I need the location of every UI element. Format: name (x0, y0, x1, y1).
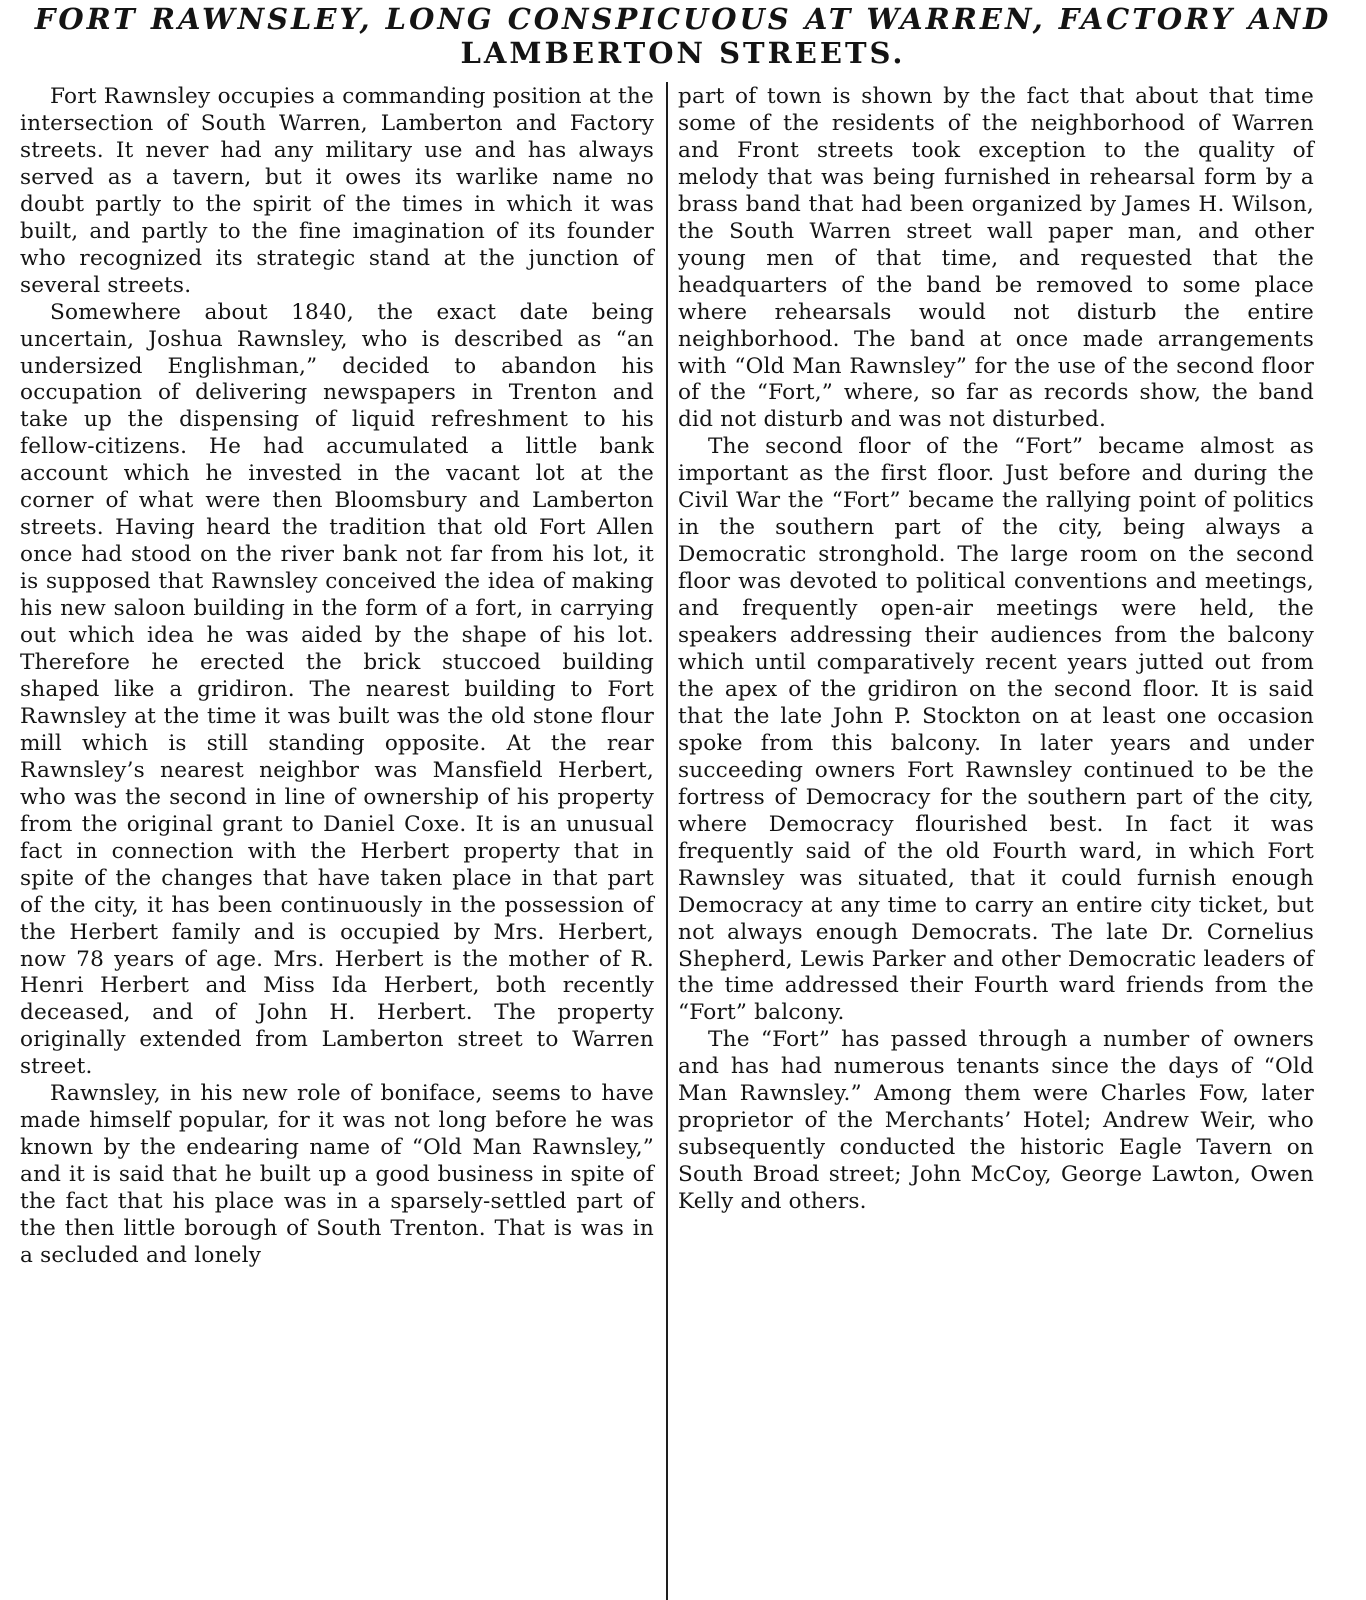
paragraph: Somewhere about 1840, the exact date being uncertain, Joshua Rawnsley, who is described as “an undersized Englishman,” decided to abandon his occupation of delivering newspapers in Trenton and take up the dispensing of liquid refreshment to his fellow-citizens. He had accumulated a little bank account which he invested in the vacant lot at the corner of what were then Bloomsbury and Lamberton streets. Having heard the tradition that old Fort Allen once had stood on the river bank not far from his lot, it is supposed that Rawnsley conceived the idea of making his new saloon building in the form of a fort, in carrying out which idea he was aided by the shape of his lot. Therefore he erected the brick stuccoed building shaped like a gridiron. The nearest building to Fort Rawnsley at the time it was built was the old stone flour mill which is still standing opposite. At the rear Rawnsley’s nearest neighbor was Mansfield Herbert, who was the second in line of ownership of his property from the original grant to Daniel Coxe. It is an unusual fact in connection with the Herbert property that in spite of the changes that have taken place in that part of the city, it has been continuously in the possession of the Herbert family and is occupied by Mrs. Herbert, now 78 years of age. Mrs. Herbert is the mother of R. Henri Herbert and Miss Ida Herbert, both recently deceased, and of John H. Herbert. The property originally extended from Lamberton street to Warren street. (20, 299, 654, 1080)
paragraph: The second floor of the “Fort” became almost as important as the first floor. Just before and during the Civil War the “Fort” became the rallying point of politics in the southern part of the city, being always a Democratic stronghold. The large room on the second floor was devoted to political conventions and meetings, and frequently open-air meetings were held, the speakers addressing their audiences from the balcony which until comparatively recent years jutted out from the apex of the gridiron on the second floor. It is said that the late John P. Stockton on at least one occasion spoke from this balcony. In later years and under succeeding owners Fort Rawnsley continued to be the fortress of Democracy for the southern part of the city, where Democracy flourished best. In fact it was frequently said of the old Fourth ward, in which Fort Rawnsley was situated, that it could furnish enough Democracy at any time to carry an entire city ticket, but not always enough Democrats. The late Dr. Cornelius Shepherd, Lewis Parker and other Democratic leaders of the time addressed their Fourth ward friends from the “Fort” balcony. (678, 434, 1314, 1026)
paragraph: The “Fort” has passed through a number of owners and has had numerous tenants since the days of “Old Man Rawnsley.” Among them were Charles Fow, later proprietor of the Merchants’ Hotel; Andrew Weir, who subsequently conducted the historic Eagle Tavern on South Broad street; John McCoy, George Lawton, Owen Kelly and others. (678, 1027, 1314, 1215)
right-column (668, 84, 1314, 1600)
left-column (20, 84, 666, 1600)
paragraph: part of town is shown by the fact that about that time some of the residents of the neighborhood of Warren and Front streets took exception to the quality of melody that was being furnished in rehearsal form by a brass band that had been organized by James H. Wilson, the South Warren street wall paper man, and other young men of that time, and requested that the headquarters of the band be removed to some place where rehearsals would not disturb the entire neighborhood. The band at once made arrangements with “Old Man Rawnsley” for the use of the second floor of the “Fort,” where, so far as records show, the band did not disturb and was not disturbed. (678, 84, 1314, 433)
headline-line-1: FORT RAWNSLEY, LONG CONSPICUOUS AT WARREN, FACTORY AND (34, 2, 1332, 36)
paragraph: Fort Rawnsley occupies a commanding position at the intersection of South Warren, Lamberton and Factory streets. It never had any military use and has always served as a tavern, but it owes its warlike name no doubt partly to the spirit of the times in which it was built, and partly to the fine imagination of its founder who recognized its strategic stand at the junction of several streets. (20, 84, 654, 298)
article-headline (20, 2, 1346, 70)
article-body (20, 84, 1346, 1600)
headline-line-2: LAMBERTON STREETS. (460, 36, 906, 70)
paragraph: Rawnsley, in his new role of boniface, seems to have made himself popular, for it was not long before he was known by the endearing name of “Old Man Rawnsley,” and it is said that he built up a good business in spite of the fact that his place was in a sparsely-settled part of the then little borough of South Trenton. That is was in a secluded and lonely (20, 1081, 654, 1268)
